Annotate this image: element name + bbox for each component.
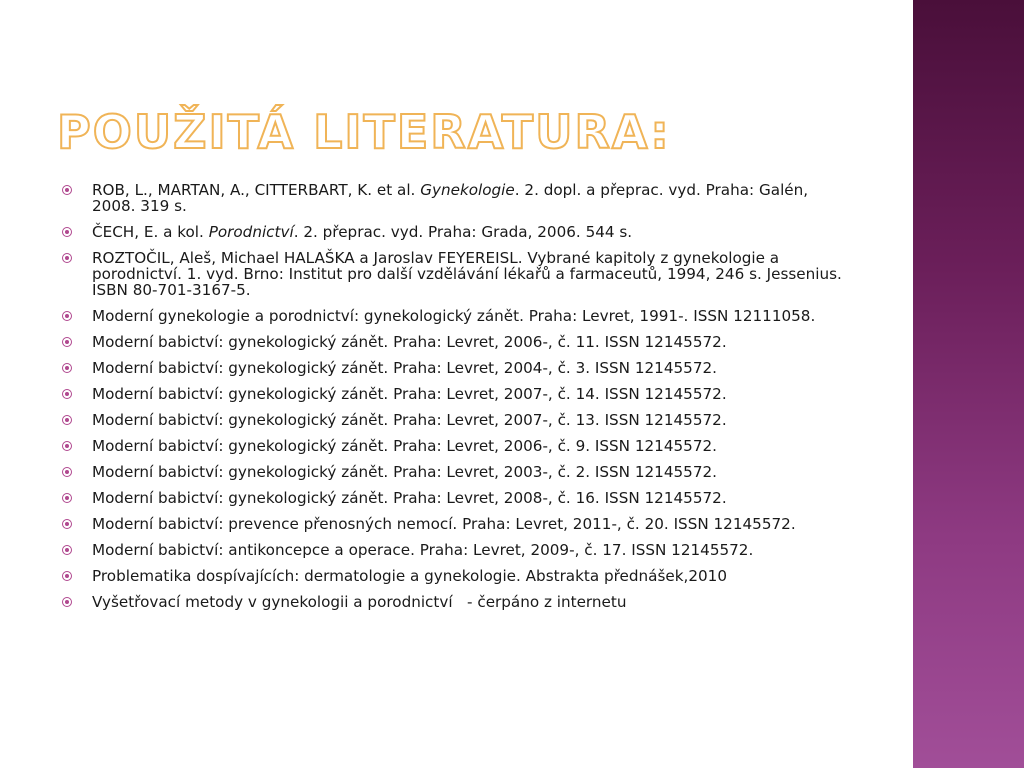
- bullet-icon: [62, 519, 72, 529]
- reference-item: [62, 412, 852, 428]
- bullet-icon: [62, 227, 72, 237]
- reference-text: Vyšetřovací metody v gynekologii a porodnictví - čerpáno z internetu: [92, 593, 627, 611]
- reference-text-part: . 2. přeprac. vyd. Praha: Grada, 2006. 544 s.: [293, 223, 633, 241]
- reference-text-part: ČECH, E. a kol.: [92, 223, 209, 241]
- reference-text: Moderní babictví: gynekologický zánět. Praha: Levret, 2003-, č. 2. ISSN 12145572.: [92, 463, 717, 481]
- reference-item: [62, 224, 852, 240]
- bullet-icon: [62, 253, 72, 263]
- reference-item: [62, 568, 852, 584]
- reference-item: [62, 360, 852, 376]
- reference-text: Moderní babictví: gynekologický zánět. Praha: Levret, 2007-, č. 14. ISSN 12145572.: [92, 385, 727, 403]
- bullet-icon: [62, 311, 72, 321]
- reference-item: [62, 250, 852, 298]
- reference-text: [92, 223, 632, 241]
- bullet-icon: [62, 441, 72, 451]
- bullet-icon: [62, 493, 72, 503]
- reference-item: [62, 438, 852, 454]
- reference-item: [62, 516, 852, 532]
- reference-text: ROZTOČIL, Aleš, Michael HALAŠKA a Jaroslav FEYEREISL. Vybrané kapitoly z gynekologie a porodnictví. 1. vyd. Brno: Institut pro další vzdělávání lékařů a farmaceutů, 1994, 246 s. Jessenius. ISBN 80-701-3167-5.: [92, 249, 847, 299]
- reference-text: Moderní babictví: antikoncepce a operace. Praha: Levret, 2009-, č. 17. ISSN 12145572.: [92, 541, 754, 559]
- bullet-icon: [62, 545, 72, 555]
- reference-item: [62, 542, 852, 558]
- reference-item: [62, 464, 852, 480]
- bullet-icon: [62, 597, 72, 607]
- bullet-icon: [62, 467, 72, 477]
- reference-text: [92, 181, 813, 215]
- reference-item: [62, 308, 852, 324]
- reference-text-part: ROB, L., MARTAN, A., CITTERBART, K. et al.: [92, 181, 421, 199]
- bullet-icon: [62, 363, 72, 373]
- reference-item: [62, 386, 852, 402]
- reference-text: Moderní babictví: gynekologický zánět. Praha: Levret, 2008-, č. 16. ISSN 12145572.: [92, 489, 727, 507]
- reference-text: Moderní babictví: prevence přenosných nemocí. Praha: Levret, 2011-, č. 20. ISSN 12145572.: [92, 515, 796, 533]
- bullet-icon: [62, 337, 72, 347]
- reference-text: Moderní babictví: gynekologický zánět. Praha: Levret, 2006-, č. 11. ISSN 12145572.: [92, 333, 727, 351]
- reference-text: Moderní babictví: gynekologický zánět. Praha: Levret, 2007-, č. 13. ISSN 12145572.: [92, 411, 727, 429]
- bullet-icon: [62, 185, 72, 195]
- reference-item: [62, 182, 852, 214]
- bullet-icon: [62, 415, 72, 425]
- bullet-icon: [62, 389, 72, 399]
- reference-text: Moderní gynekologie a porodnictví: gynekologický zánět. Praha: Levret, 1991-. ISSN 12111058.: [92, 307, 816, 325]
- slide-title: POUŽITÁ LITERATURA:: [57, 105, 671, 159]
- reference-text: Moderní babictví: gynekologický zánět. Praha: Levret, 2004-, č. 3. ISSN 12145572.: [92, 359, 717, 377]
- side-decoration-band: [913, 0, 1024, 768]
- reference-text: Problematika dospívajících: dermatologie a gynekologie. Abstrakta přednášek,2010: [92, 567, 727, 585]
- reference-title-italic: Gynekologie: [420, 181, 515, 199]
- reference-item: [62, 334, 852, 350]
- bullet-icon: [62, 571, 72, 581]
- reference-text-part: . 2. dopl. a přeprac. vyd. Praha: Galén, 2008. 319 s.: [92, 181, 813, 215]
- reference-item: [62, 490, 852, 506]
- reference-text: Moderní babictví: gynekologický zánět. Praha: Levret, 2006-, č. 9. ISSN 12145572.: [92, 437, 717, 455]
- reference-item: [62, 594, 852, 610]
- reference-list: [62, 182, 852, 620]
- reference-title-italic: Porodnictví: [208, 223, 294, 241]
